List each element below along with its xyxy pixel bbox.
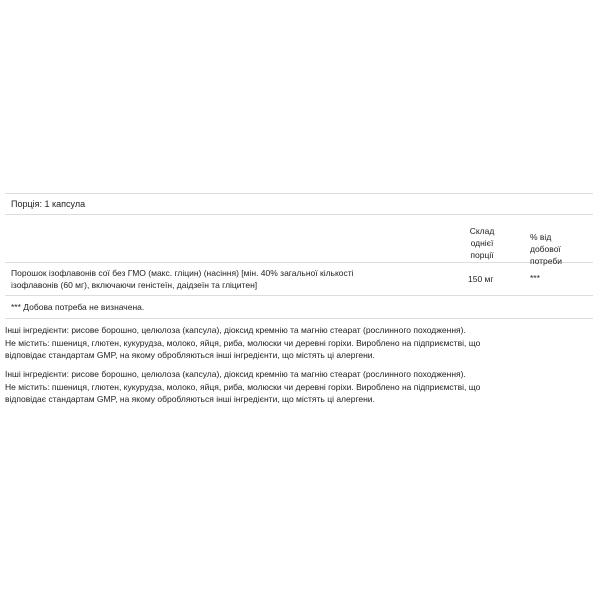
footnote-text: *** Добова потреба не визначена. — [11, 302, 145, 312]
daily-value-header — [530, 231, 580, 267]
serving-size-text: Порція: 1 капсула — [11, 199, 86, 209]
gmp-line: відповідає стандартам GMP, на якому обробляються інші інгредієнти, що містять ці алергени. — [5, 350, 375, 360]
serving-size-row — [5, 194, 593, 214]
other-ingredients-line: Інші інгредієнти: рисове борошно, целюлоза (капсула), діоксид кремнію та магнію стеарат (рослинного походження). — [5, 325, 466, 335]
footnote-row — [5, 296, 593, 318]
ingredient-row — [5, 263, 593, 295]
other-ingredients-line: Інші інгредієнти: рисове борошно, целюлоза (капсула), діоксид кремнію та магнію стеарат (рослинного походження). — [5, 369, 466, 379]
dv-header-line: % від добової — [530, 232, 561, 254]
gmp-line: відповідає стандартам GMP, на якому обробляються інші інгредієнти, що містять ці алергени. — [5, 394, 375, 404]
allergen-line: Не містить: пшениця, глютен, кукурудза, молоко, яйця, риба, молюски чи деревні горіхи. Вироблено на підприємстві, що — [5, 381, 481, 392]
table-bottom-rule — [5, 318, 593, 319]
amount-header-line: порції — [470, 250, 494, 260]
ingredient-name-line: Порошок ізофлавонів сої без ГМО (макс. гліцин) (насіння) [мін. 40% загальної кількості — [11, 268, 354, 278]
ingredient-name-line: ізофлавонів (60 мг), включаючи геністеїн, даідзеїн та гліцитен] — [11, 280, 258, 290]
table-header-row — [5, 215, 593, 266]
dv-header-line: потреби — [530, 256, 563, 266]
ingredient-amount: 150 мг — [468, 274, 494, 284]
ingredient-name — [11, 267, 431, 291]
amount-per-serving-header — [462, 225, 502, 261]
amount-header-line: Склад — [469, 226, 495, 236]
allergen-line: Не містить: пшениця, глютен, кукурудза, молоко, яйця, риба, молюски чи деревні горіхи. Вироблено на підприємстві, що — [5, 337, 481, 348]
ingredient-daily-value: *** — [530, 273, 540, 283]
amount-header-line: однієї — [470, 238, 494, 248]
supplement-facts-table — [5, 193, 593, 319]
other-ingredients-block — [5, 368, 595, 406]
other-ingredients-block — [5, 324, 595, 362]
